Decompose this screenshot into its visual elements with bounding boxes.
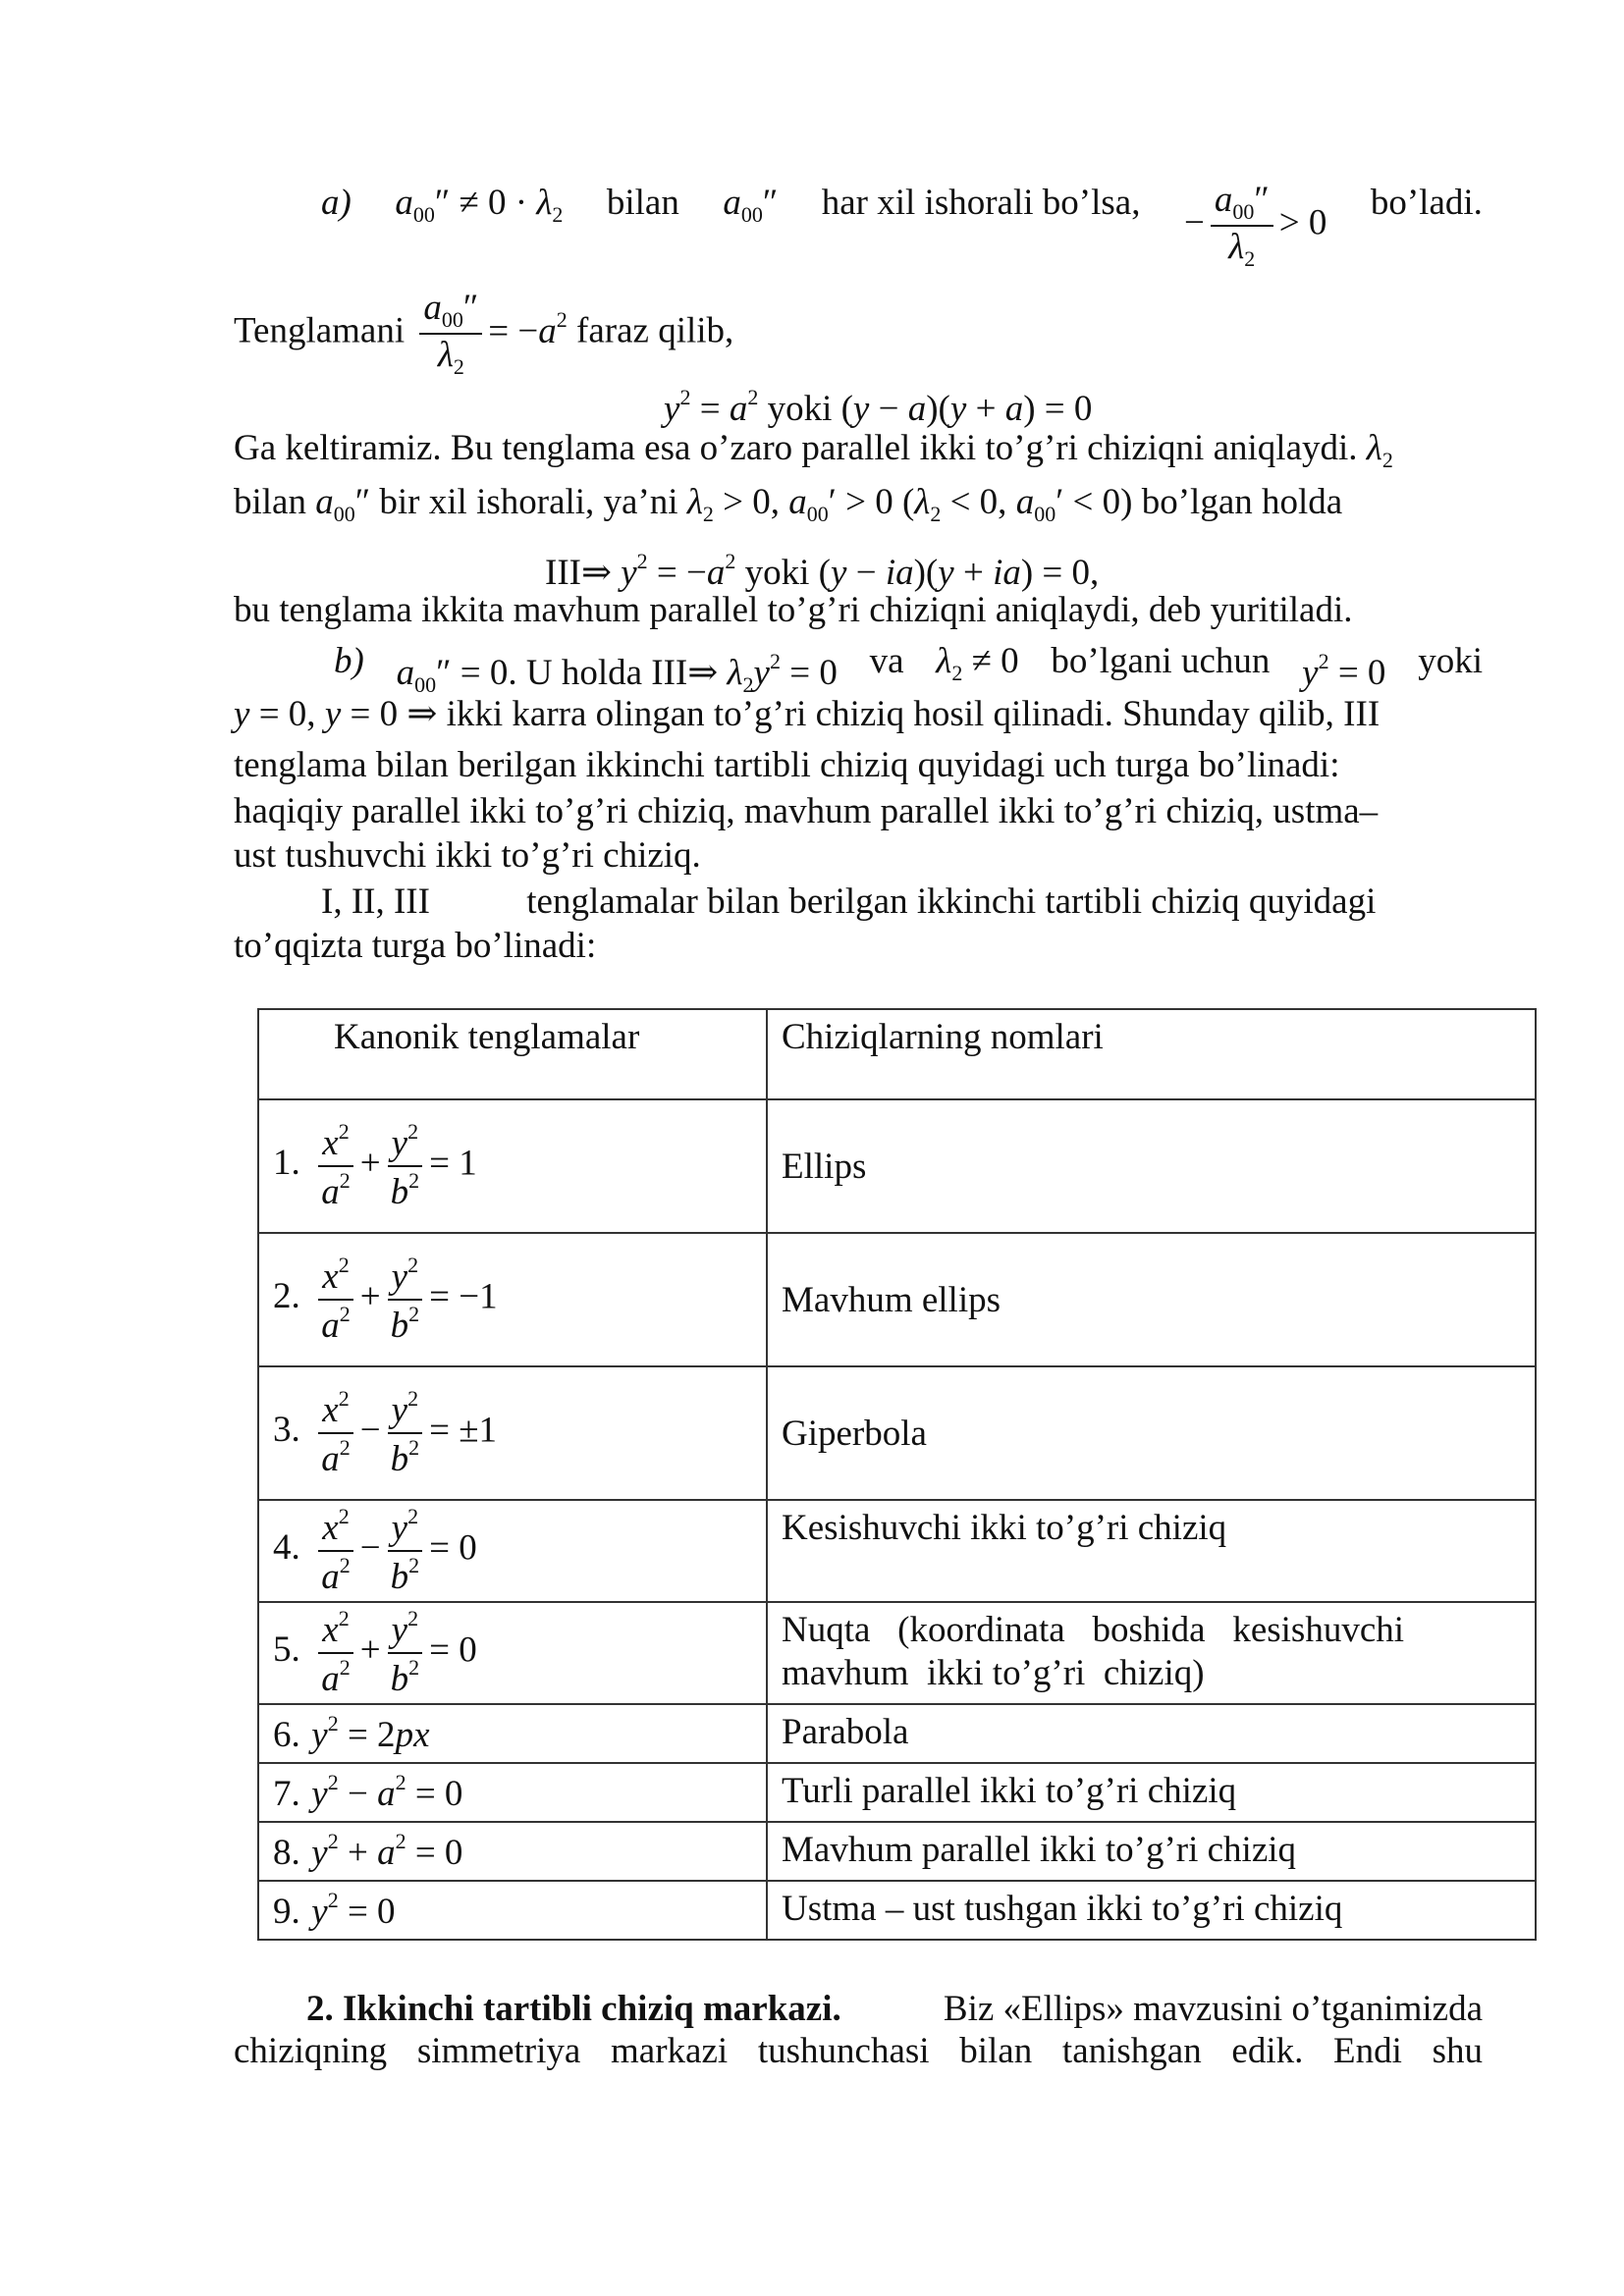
- name-cell: Mavhum parallel ikki to’g’ri chiziq: [767, 1822, 1536, 1881]
- table-row: [258, 1763, 1536, 1822]
- text-fragment: faraz qilib,: [576, 310, 734, 351]
- equation-cell: 3. $\frac{x^2}{a^2}$ − $\frac{y^2}{b^2}$ = ±1: [258, 1366, 767, 1500]
- name-cell: Giperbola: [767, 1366, 1536, 1500]
- formula: $a_{00}'' \ne 0 \cdot \lambda_2$: [395, 183, 564, 227]
- text-fragment: va: [869, 641, 904, 681]
- name-cell: Ellips: [767, 1099, 1536, 1233]
- section-title: 2. Ikkinchi tartibli chiziq markazi.: [306, 1989, 841, 2029]
- table-row: [258, 1366, 1536, 1500]
- text-fragment: Ga keltiramiz. Bu tenglama esa o’zaro parallel ikki to’g’ri chiziqni aniqlaydi.: [234, 428, 1358, 468]
- canonical-equations-table: [257, 1008, 1537, 1941]
- equation-cell: 8. $y^2 + a^2 = 0$: [258, 1822, 767, 1881]
- table-header-cell: Chiziqlarning nomlari: [767, 1009, 1536, 1099]
- equation-cell: 6. $y^2 = 2px$: [258, 1704, 767, 1763]
- table-header-cell: Kanonik tenglamalar: [258, 1009, 767, 1099]
- text-line: bilan $a_{00}''$ bir xil ishorali, ya’ni $\lambda_2 > 0$, $a_{00}' > 0$ ($\lambda_2 < 0$, $a_{00}' < 0$) bo’lgan holda: [234, 482, 1343, 526]
- name-cell: Kesishuvchi ikki to’g’ri chiziq: [767, 1500, 1536, 1602]
- equation-line: $y^2 = a^2$ yoki (y − a)(y + a) = 0: [664, 385, 1093, 429]
- item-label-a: a): [321, 183, 352, 223]
- equation-cell: 5. $\frac{x^2}{a^2}$ + $\frac{y^2}{b^2}$ = 0: [258, 1602, 767, 1704]
- text-line: [234, 290, 733, 378]
- text-fragment: tenglamalar bilan berilgan ikkinchi tartibli chiziq quyidagi: [526, 881, 1377, 922]
- text-fragment: bo’ladi.: [1370, 183, 1483, 223]
- formula: $y^2 = 0$: [1302, 649, 1386, 693]
- text-fragment: yoki: [744, 553, 810, 593]
- text-line: [321, 881, 1483, 924]
- name-cell: Parabola: [767, 1704, 1536, 1763]
- text-fragment: ikki karra olingan to’g’ri chiziq hosil qilinadi. Shunday qilib, III: [446, 694, 1380, 734]
- text-fragment: har xil ishorali bo’lsa,: [821, 183, 1141, 223]
- text-line: Ga keltiramiz. Bu tenglama esa o’zaro parallel ikki to’g’ri chiziqni aniqlaydi. $\lambda_2$: [234, 428, 1393, 472]
- table-row: [258, 1602, 1536, 1704]
- name-cell: Mavhum ellips: [767, 1233, 1536, 1366]
- text-fragment: yoki: [767, 389, 833, 429]
- item-label-b: b): [334, 641, 364, 681]
- text-fragment: bu tenglama ikkita mavhum parallel to’g’ri chiziqni aniqlaydi, deb yuritiladi.: [234, 590, 1353, 630]
- text-fragment: Tenglamani: [234, 310, 406, 351]
- equation-cell: 1. $\frac{x^2}{a^2}$ + $\frac{y^2}{b^2}$ = 1: [258, 1099, 767, 1233]
- formula: $\frac{a_{00}''}{\lambda_2}$ = $-a^2$: [413, 311, 567, 351]
- text-fragment: bilan: [606, 183, 679, 223]
- text-line: chiziqning simmetriya markazi tushunchasi bilan tanishgan edik. Endi shu: [234, 2031, 1483, 2071]
- text-line: to’qqizta turga bo’linadi:: [234, 926, 597, 966]
- text-line: y = 0, y = 0 ⇒ ikki karra olingan to’g’ri chiziq hosil qilinadi. Shunday qilib, III: [234, 694, 1380, 734]
- text-fragment: bo’lgan holda: [1141, 482, 1343, 522]
- text-line: haqiqiy parallel ikki to’g’ri chiziq, mavhum parallel ikki to’g’ri chiziq, ustma–: [234, 791, 1379, 831]
- name-cell: Turli parallel ikki to’g’ri chiziq: [767, 1763, 1536, 1822]
- formula: $\lambda_2 \ne 0$: [936, 641, 1019, 685]
- equation-cell: 7. $y^2 - a^2 = 0$: [258, 1763, 767, 1822]
- text-fragment: yoki: [1418, 641, 1483, 681]
- formula: − $\frac{a_{00}''}{\lambda_2}$ > 0: [1183, 180, 1327, 272]
- table-row: [258, 1099, 1536, 1233]
- text-fragment: I, II, III: [321, 881, 430, 922]
- text-line: ust tushuvchi ikki to’g’ri chiziq.: [234, 835, 701, 876]
- table-row: [258, 1822, 1536, 1881]
- equation-cell: 2. $\frac{x^2}{a^2}$ + $\frac{y^2}{b^2}$ = −1: [258, 1233, 767, 1366]
- formula: $a_{00}''$: [723, 183, 779, 227]
- table-row: [258, 1881, 1536, 1940]
- text-fragment: Biz «Ellips» mavzusini o’tganimizda: [943, 1989, 1483, 2029]
- table-header-row: [258, 1009, 1536, 1099]
- text-line: [321, 182, 1483, 270]
- text-fragment: bir xil ishorali, ya’ni: [379, 482, 678, 522]
- text-fragment: bo’lgani uchun: [1051, 641, 1271, 681]
- text-line: tenglama bilan berilgan ikkinchi tartibli chiziq quyidagi uch turga bo’linadi:: [234, 745, 1340, 785]
- name-cell: Ustma – ust tushgan ikki to’g’ri chiziq: [767, 1881, 1536, 1940]
- name-cell: Nuqta (koordinata boshida kesishuvchi mavhum ikki to’g’ri chiziq): [767, 1602, 1536, 1704]
- table-row: [258, 1704, 1536, 1763]
- equation-cell: 9. $y^2 = 0$: [258, 1881, 767, 1940]
- table-row: [258, 1500, 1536, 1602]
- formula: $a_{00}'' = 0$. U holda III⇒ $\lambda_2y^2 = 0$: [396, 649, 838, 697]
- equation-line: III⇒ $y^2 = -a^2$ yoki (y − ia)(y + ia) = 0,: [545, 549, 1100, 593]
- table-row: [258, 1233, 1536, 1366]
- text-line: [234, 589, 1352, 632]
- equation-cell: 4. $\frac{x^2}{a^2}$ − $\frac{y^2}{b^2}$ = 0: [258, 1500, 767, 1602]
- text-fragment: bilan: [234, 482, 306, 522]
- section-line: [306, 1988, 1483, 2031]
